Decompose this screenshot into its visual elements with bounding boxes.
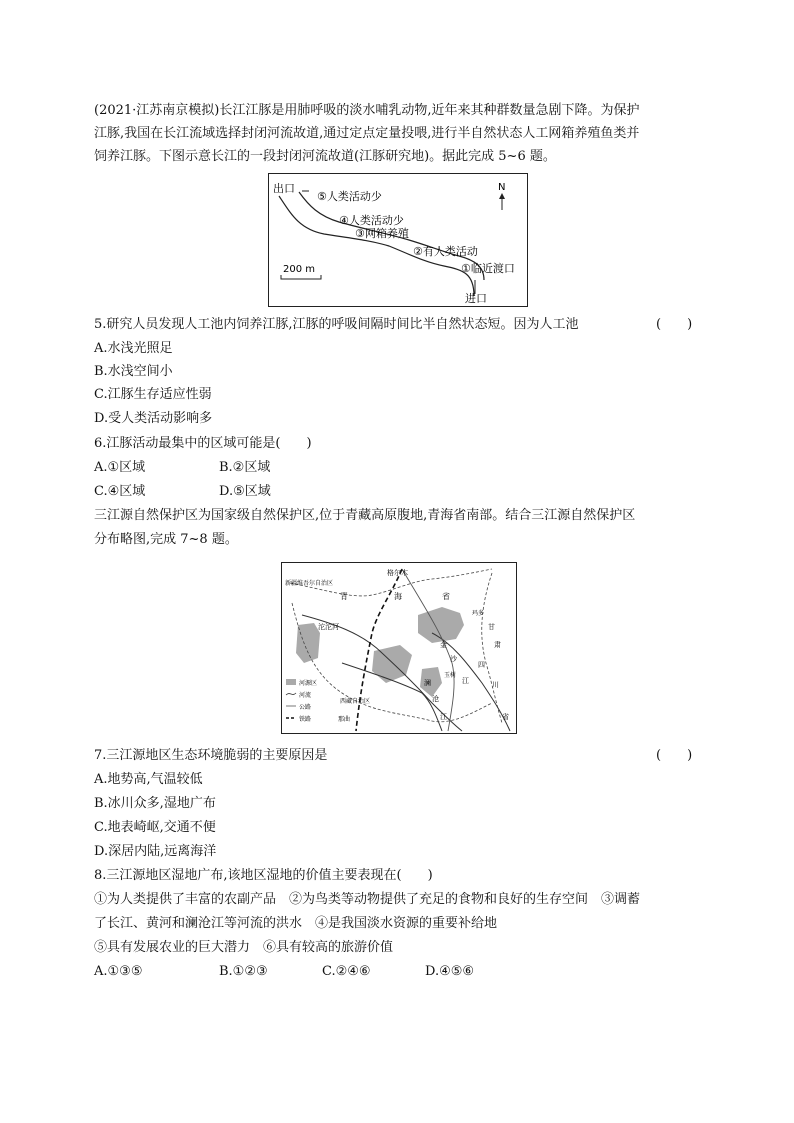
q5-option-b: B.水浅空间小: [94, 364, 173, 379]
q8-option-d: D.④⑤⑥: [425, 964, 475, 979]
sheng-label: 省: [442, 592, 450, 601]
q8-line2: 了长江、黄河和澜沧江等河流的洪水 ④是我国淡水资源的重要补给地: [94, 916, 498, 931]
q8-stem: 8.三江源地区湿地广布,该地区湿地的价值主要表现在( ): [94, 868, 433, 883]
zone-5-label: ⑤人类活动少: [317, 190, 382, 203]
sha-label: 沙: [450, 655, 457, 663]
q8-option-b: B.①②③: [219, 964, 268, 979]
si-label: 四: [478, 661, 485, 669]
q6-option-a: A.①区域: [94, 460, 146, 475]
q5-option-a: A.水浅光照足: [94, 341, 173, 356]
chuan-label: 川: [492, 681, 499, 689]
legend-river: 河流: [299, 692, 312, 699]
su-label: 肃: [494, 641, 501, 649]
river-channel-map: [268, 173, 528, 307]
zone-2-label: ②有人类活动: [413, 245, 478, 258]
sanjiangyuan-map: [281, 562, 517, 734]
jin-label: 金: [440, 641, 447, 649]
xinjiang-label: 新疆维吾尔自治区: [285, 580, 334, 587]
q7-bracket: ( ): [656, 748, 693, 763]
tibet-label: 西藏自治区: [340, 698, 371, 705]
q5-option-d: D.受人类活动影响多: [94, 411, 213, 426]
jiang2-label: 江: [440, 713, 447, 721]
scale-bar: [281, 275, 321, 279]
maduo-label: 玛多: [472, 610, 485, 617]
source-area-1: [296, 623, 320, 663]
intro1-line1: (2021·江苏南京模拟)长江江豚是用肺呼吸的淡水哺乳动物,近年来其种群数量急剧下降。为保护: [94, 103, 640, 118]
intro2-line1: 三江源自然保护区为国家级自然保护区,位于青藏高原腹地,青海省南部。结合三江源自然保护区: [94, 508, 636, 523]
q7-option-d: D.深居内陆,远离海洋: [94, 844, 217, 859]
q8-line1: ①为人类提供了丰富的农副产品 ②为鸟类等动物提供了充足的食物和良好的生存空间 ③调蓄: [94, 892, 641, 907]
north-label: N: [498, 182, 506, 193]
tuotuohe-label: 沱沱河: [318, 623, 339, 631]
intro2-line2: 分布略图,完成 7~8 题。: [94, 532, 238, 547]
q7-stem: 7.三江源地区生态环境脆弱的主要原因是: [94, 748, 328, 763]
legend-rail: 铁路: [299, 716, 312, 723]
q6-stem: 6.江豚活动最集中的区域可能是( ): [94, 436, 312, 451]
qing-label: 青: [340, 592, 348, 601]
gan-label: 甘: [488, 623, 495, 631]
legend-road: 公路: [299, 704, 312, 711]
yushu-label: 玉树: [444, 672, 457, 679]
q5-stem: 5.研究人员发现人工池内饲养江豚,江豚的呼吸间隔时间比半自然状态短。因为人工池: [94, 317, 579, 332]
q5-option-c: C.江豚生存适应性弱: [94, 387, 212, 402]
intro1-line2: 江豚,我国在长江流域选择封闭河流故道,通过定点定量投喂,进行半自然状态人工网箱养殖鱼类并: [94, 126, 640, 141]
q8-option-a: A.①③⑤: [94, 964, 143, 979]
q6-option-d: D.⑤区域: [219, 484, 271, 499]
legend-source: 河源区: [299, 680, 318, 687]
q7-option-b: B.冰川众多,湿地广布: [94, 796, 216, 811]
golmud-label: 格尔木: [387, 569, 408, 577]
sheng2-label: 省: [502, 713, 509, 721]
intro1-line3: 饲养江豚。下图示意长江的一段封闭河流故道(江豚研究地)。据此完成 5~6 题。: [94, 149, 556, 164]
map-legend: [286, 679, 317, 723]
exit-label: 出口: [273, 182, 295, 195]
entry-label: 进口: [465, 292, 487, 305]
jiang-label: 江: [462, 677, 469, 685]
zone-3-label: ③网箱养殖: [355, 227, 409, 240]
q6-option-b: B.②区域: [219, 460, 271, 475]
zone-4-label: ④人类活动少: [339, 214, 404, 227]
hai-label: 海: [394, 592, 402, 601]
naqu-label: 那曲: [338, 716, 351, 723]
q8-option-c: C.②④⑥: [322, 964, 371, 979]
q6-option-c: C.④区域: [94, 484, 146, 499]
cang-label: 沧: [432, 695, 439, 703]
q8-line3: ⑤具有发展农业的巨大潜力 ⑥具有较高的旅游价值: [94, 940, 394, 955]
q5-bracket: ( ): [656, 317, 693, 332]
q7-option-a: A.地势高,气温较低: [94, 772, 203, 787]
q7-option-c: C.地表崎岖,交通不便: [94, 820, 216, 835]
source-area-3: [372, 645, 412, 683]
zone-1-label: ①临近渡口: [461, 262, 515, 275]
lan-label: 澜: [424, 679, 431, 687]
scale-label: 200 m: [283, 264, 316, 275]
